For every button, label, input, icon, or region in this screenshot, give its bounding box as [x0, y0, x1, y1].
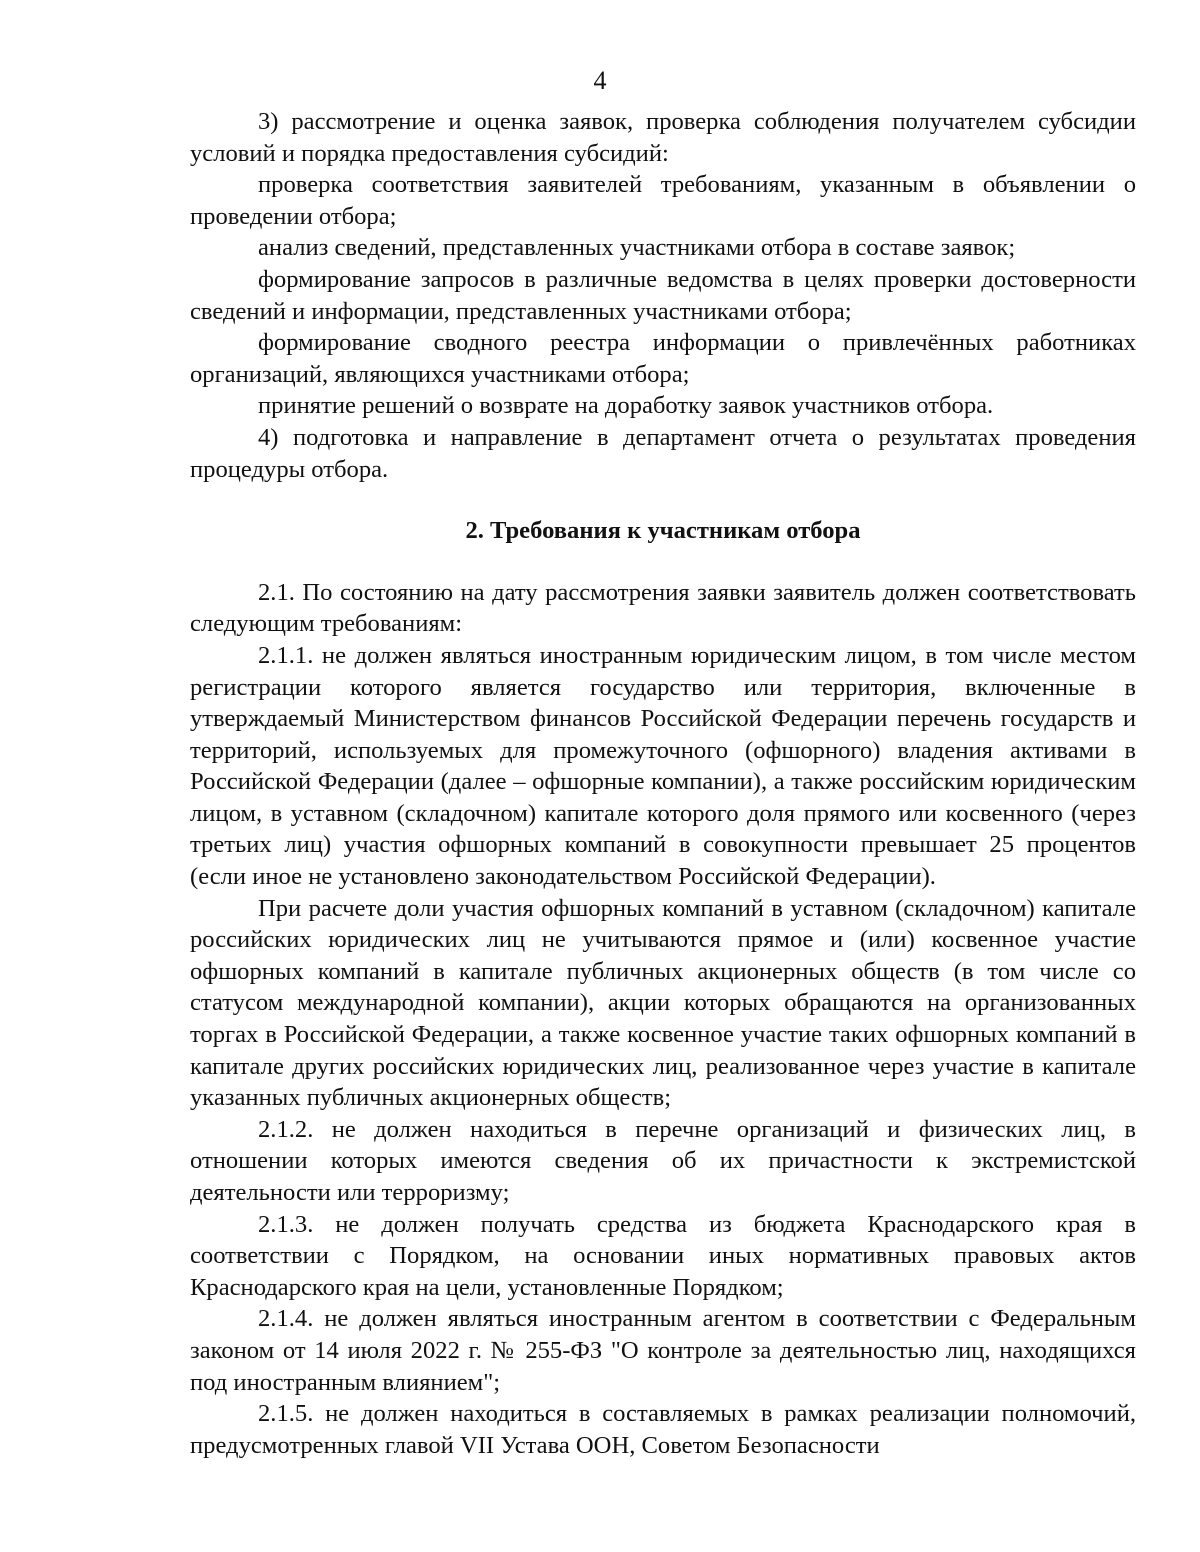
page-number: 4 — [593, 66, 607, 95]
paragraph-registry: формирование сводного реестра информации о привлечённых работниках организаций, являющихся участниками отбора; — [190, 329, 1136, 388]
paragraph-analysis: анализ сведений, представленных участниками отбора в составе заявок; — [258, 234, 1016, 262]
paragraph-2-1: 2.1. По состоянию на дату рассмотрения заявки заявитель должен соответствовать следующим требованиям: — [190, 578, 1136, 638]
paragraph-2-1-5: 2.1.5. не должен находиться в составляемых в рамках реализации полномочий, предусмотренных главой VII Устава ООН, Советом Безопасности — [190, 1400, 1136, 1459]
paragraph-check-applicants: проверка соответствия заявителей требованиям, указанным в объявлении о проведении отбора; — [190, 171, 1136, 230]
paragraph-return-decisions: принятие решений о возврате на доработку заявок участников отбора. — [258, 392, 994, 420]
paragraph-2-1-3: 2.1.3. не должен получать средства из бюджета Краснодарского края в соответствии с Порядком, на основании иных нормативных правовых актов Краснодарского края на цели, установленные Порядком; — [190, 1210, 1136, 1301]
paragraph-2-1-4: 2.1.4. не должен являться иностранным агентом в соответствии с Федеральным законом от 14 июля 2022 г. № 255-ФЗ "О контроле за деятельностью лиц, находящихся под иностранным влиянием"; — [190, 1305, 1136, 1396]
paragraph-item-4: 4) подготовка и направление в департамент отчета о результатах проведения процедуры отбора. — [190, 423, 1136, 483]
paragraph-requests: формирование запросов в различные ведомства в целях проверки достоверности сведений и информации, представленных участниками отбора; — [190, 265, 1136, 325]
paragraph-2-1-1: 2.1.1. не должен являться иностранным юридическим лицом, в том числе местом регистрации которого является государство или территория, включенные в утверждаемый Министерством финансов Российской Федерации перечень государств и территорий, используемых для промежуточного (офшорного) владения активами в Российской Федерации (далее – офшорные компании), а также российским юридическим лицом, в уставном (складочном) капитале которого доля прямого или косвенного (через третьих лиц) участия офшорных компаний в совокупности превышает 25 процентов (если иное не установлено законодательством Российской Федерации). — [190, 641, 1136, 891]
paragraph-offshore-share: При расчете доли участия офшорных компаний в уставном (складочном) капитале российских юридических лиц не учитываются прямое и (или) косвенное участие офшорных компаний в капитале публичных акционерных обществ (в том числе со статусом международной компании), акции которых обращаются на организованных торгах в Российской Федерации, а также косвенное участие таких офшорных компаний в капитале других российских юридических лиц, реализованное через участие в капитале указанных публичных акционерных обществ; — [190, 894, 1136, 1112]
document-body — [190, 106, 1136, 1461]
paragraph-item-3: 3) рассмотрение и оценка заявок, проверка соблюдения получателем субсидии условий и порядка предоставления субсидий: — [190, 108, 1136, 167]
paragraph-2-1-2: 2.1.2. не должен находиться в перечне организаций и физических лиц, в отношении которых имеются сведения об их причастности к экстремистской деятельности или терроризму; — [190, 1115, 1136, 1206]
section-heading: 2. Требования к участникам отбора — [465, 517, 861, 545]
